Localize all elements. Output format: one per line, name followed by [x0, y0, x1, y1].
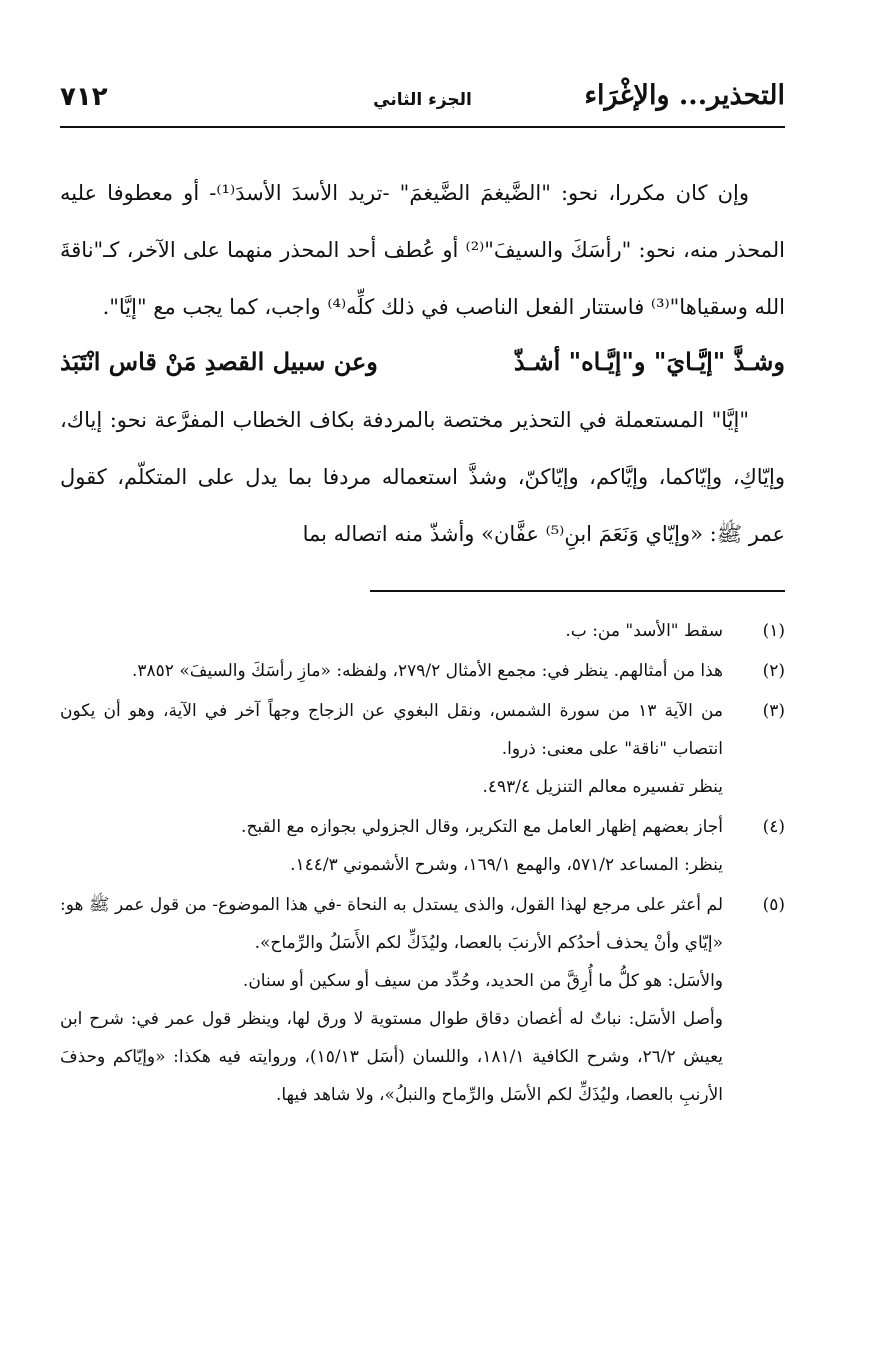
footnote-text: أجاز بعضهم إظهار العامل مع التكرير، وقال الجزولي بجوازه مع القبح. — [241, 817, 723, 837]
footnote — [60, 808, 785, 884]
footnote-number: (٢) — [762, 661, 785, 681]
verse-first-hemistich: وشـذَّ "إيَّـايَ" و"إيَّـاه" أشـذّ — [513, 347, 785, 376]
footnotes — [60, 612, 785, 1116]
page-number: ٧١٢ — [60, 82, 108, 112]
volume-label: الجزء الثاني — [373, 90, 472, 110]
footnote — [60, 652, 785, 690]
page-header — [60, 76, 785, 128]
footnote-text: هذا من أمثالهم. ينظر في: مجمع الأمثال ٢٧٩/٢، ولفظه: «مازِ رأسَكَ والسيفَ» ٣٨٥٢. — [131, 661, 723, 681]
footnote-text: ينظر تفسيره معالم التنزيل ٤٩٣/٤. — [482, 777, 723, 797]
footnote-number: (١) — [762, 621, 785, 641]
footnote — [60, 886, 785, 1114]
chapter-title: التحذير... والإغْرَاء — [584, 80, 785, 111]
footnote-text: من الآية ١٣ من سورة الشمس، ونقل البغوي عن الزجاج وجهاً آخر في الآية، وهو أن يكون انتصاب "ناقة" على معنى: ذروا. — [60, 701, 723, 759]
footnote-number: (٣) — [762, 701, 785, 721]
footnote-number: (٤) — [762, 817, 785, 837]
main-text — [60, 165, 785, 563]
verse-second-hemistich: وعن سبيل القصدِ مَنْ قاس انْتَبَذ — [60, 347, 378, 376]
footnote-text: ينظر: المساعد ٥٧١/٢، والهمع ١٦٩/١، وشرح الأشموني ١٤٤/٣. — [290, 855, 723, 875]
footnote-text: سقط "الأسد" من: ب. — [565, 621, 723, 641]
footnote-text: لم أعثر على مرجع لهذا القول، والذى يستدل به النحاة -في هذا الموضوع- من قول عمر ﷺ هو: «إيّاي وأنْ يحذف أحدُكم الأرنبَ بالعصا، وليُذَكِّ لكم الأَسَلُ والرِّماح». — [60, 895, 723, 953]
poem-verse — [60, 340, 785, 384]
footnote — [60, 692, 785, 806]
paragraph-1: وإن كان مكررا، نحو: "الضَّيغمَ الضَّيغمَ" -تريد الأسدَ الأسدَ⁽¹⁾- أو معطوفا عليه المحذر منه، نحو: "رأسَكَ والسيفَ"⁽²⁾ أو عُطف أحد المحذر منهما على الآخر، كـ"ناقةَ الله وسقياها"⁽³⁾ فاستتار الفعل الناصب في ذلك كلِّه⁽⁴⁾ واجب، كما يجب مع "إيَّا". — [60, 181, 785, 319]
footnote-number: (٥) — [762, 895, 785, 915]
footnote-text: وأصل الأسَل: نباتٌ له أغصان دقاق طوال مستوية لا ورق لها، وينظر قول عمر في: شرح ابن يعيش ٢٦/٢، وشرح الكافية ١٨١/١، واللسان (أسَل ١٥/١٣)، وروايته فيه هكذا: «وإيّاكم وحذفَ الأرنبِ بالعصا، وليُذَكِّ لكم الأسَل والرِّماح والنبلُ»، ولا شاهد فيها. — [60, 1009, 723, 1105]
footnote-separator — [370, 590, 785, 592]
footnote — [60, 612, 785, 650]
footnote-text: والأسَل: هو كلُّ ما أُرِقَّ من الحديد، وحُدِّد من سيف أو سكين أو سنان. — [242, 971, 723, 991]
paragraph-2: "إيَّا" المستعملة في التحذير مختصة بالمردفة بكاف الخطاب المفرَّعة نحو: إياك، وإيّاكِ، وإيّاكما، وإيَّاكم، وإيّاكنّ، وشذَّ استعماله مردفا بما يدل على المتكلّم، كقول عمر ﷺ: «وإيّاي وَنَعَمَ ابنِ⁽⁵⁾ عفَّان» وأشذّ منه اتصاله بما — [60, 408, 785, 546]
